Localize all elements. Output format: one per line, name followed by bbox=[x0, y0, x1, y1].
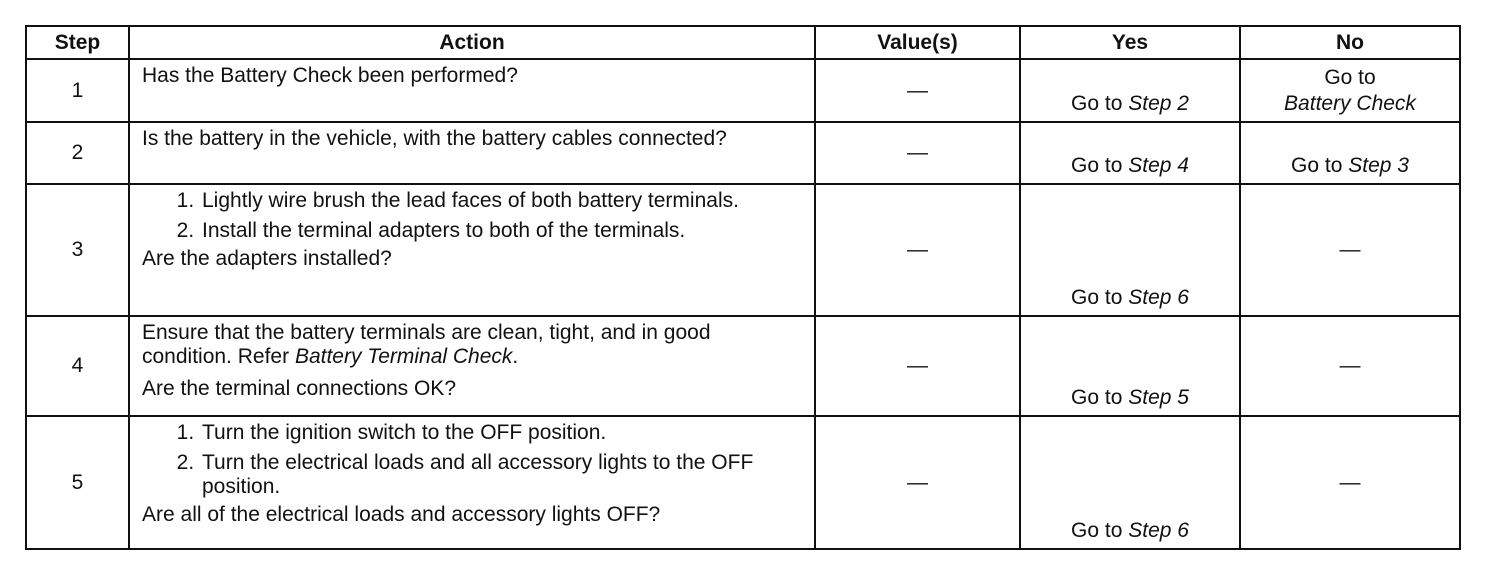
value-cell: — bbox=[815, 416, 1020, 549]
yes-target-link[interactable]: Step 2 bbox=[1128, 92, 1189, 116]
go-to-label: Go to bbox=[1291, 153, 1343, 177]
action-list bbox=[142, 189, 804, 243]
yes-cell bbox=[1020, 184, 1240, 317]
yes-target-link[interactable]: Step 6 bbox=[1128, 519, 1189, 542]
no-cell: — bbox=[1240, 416, 1460, 549]
instruction-body: Ensure that the battery terminals are clean, tight, and in good condition. Refer bbox=[142, 321, 711, 369]
yes-target-link[interactable]: Step 4 bbox=[1128, 153, 1189, 177]
value-cell: — bbox=[815, 316, 1020, 416]
question-text: Are the terminal connections OK? bbox=[142, 377, 456, 401]
step-number: 5 bbox=[26, 416, 129, 549]
table-row bbox=[26, 416, 1460, 549]
question-text: Are all of the electrical loads and accessory lights OFF? bbox=[142, 503, 661, 527]
list-item: 2. Install the terminal adapters to both of the terminals. bbox=[200, 219, 804, 243]
action-cell bbox=[129, 59, 815, 122]
go-to-label: Go to bbox=[1071, 92, 1123, 116]
go-to-label: Go to bbox=[1071, 519, 1123, 542]
yes-cell bbox=[1020, 59, 1240, 122]
list-item: 2. Turn the electrical loads and all accessory lights to the OFF position. bbox=[200, 451, 804, 499]
step-number: 3 bbox=[26, 184, 129, 317]
header-row bbox=[26, 26, 1460, 59]
no-cell bbox=[1240, 122, 1460, 183]
question-text: Are the adapters installed? bbox=[142, 246, 392, 270]
no-target-link[interactable]: Step 3 bbox=[1348, 153, 1409, 177]
yes-target-link[interactable]: Step 6 bbox=[1128, 286, 1189, 310]
no-cell: — bbox=[1240, 316, 1460, 416]
step-number: 2 bbox=[26, 122, 129, 183]
go-to-label: Go to bbox=[1324, 66, 1376, 90]
question-text: Has the Battery Check been performed? bbox=[142, 64, 518, 87]
action-list bbox=[142, 421, 804, 499]
yes-cell bbox=[1020, 416, 1240, 549]
action-cell bbox=[129, 416, 815, 549]
reference-link[interactable]: Battery Terminal Check bbox=[294, 345, 513, 369]
yes-cell bbox=[1020, 122, 1240, 183]
step-number: 1 bbox=[26, 59, 129, 122]
action-cell bbox=[129, 316, 815, 416]
action-cell bbox=[129, 184, 815, 317]
yes-cell bbox=[1020, 316, 1240, 416]
go-to-label: Go to bbox=[1071, 153, 1123, 177]
header-step: Step bbox=[26, 26, 129, 59]
value-cell: — bbox=[815, 122, 1020, 183]
yes-target-link[interactable]: Step 5 bbox=[1128, 386, 1189, 410]
instruction-text: Ensure that the battery terminals are clean, tight, and in good condition. Refer Battery Terminal Check. bbox=[142, 321, 711, 369]
no-cell: — bbox=[1240, 184, 1460, 317]
table-row bbox=[26, 316, 1460, 416]
table-row bbox=[26, 184, 1460, 317]
value-cell: — bbox=[815, 184, 1020, 317]
list-item: 1. Lightly wire brush the lead faces of both battery terminals. bbox=[200, 189, 804, 213]
action-cell bbox=[129, 122, 815, 183]
header-no: No bbox=[1240, 26, 1460, 59]
table-row bbox=[26, 122, 1460, 183]
diagnostic-table bbox=[25, 25, 1461, 550]
value-cell: — bbox=[815, 59, 1020, 122]
question-text: Is the battery in the vehicle, with the battery cables connected? bbox=[142, 127, 727, 151]
header-values: Value(s) bbox=[815, 26, 1020, 59]
table-row bbox=[26, 59, 1460, 122]
no-cell bbox=[1240, 59, 1460, 122]
step-number: 4 bbox=[26, 316, 129, 416]
header-yes: Yes bbox=[1020, 26, 1240, 59]
go-to-label: Go to bbox=[1071, 286, 1123, 310]
header-action: Action bbox=[129, 26, 815, 59]
no-target-link[interactable]: Battery Check bbox=[1284, 92, 1416, 116]
go-to-label: Go to bbox=[1071, 386, 1123, 410]
list-item: 1. Turn the ignition switch to the OFF position. bbox=[200, 421, 804, 445]
